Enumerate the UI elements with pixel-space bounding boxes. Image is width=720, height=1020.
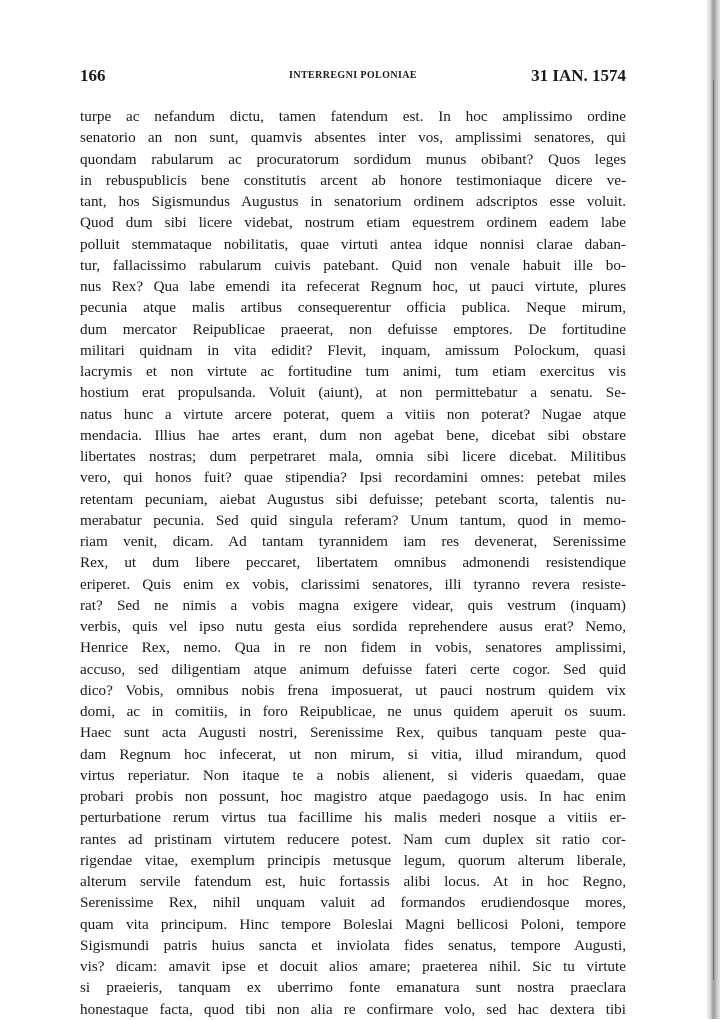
- text-line: rantes ad pristinam virtutem reducere potest. Nam cum duplex sit ratio cor-: [80, 830, 626, 848]
- text-line: senatorio an non sunt, quamvis absentes inter vos, amplissimi senatores, qui: [80, 129, 626, 147]
- text-line: in rebuspublicis bene constitutis arcent ab honore testimoniaque dicere ve-: [80, 171, 626, 189]
- text-line: Rex, ut dum libere peccaret, libertatem omnibus admonendi resistendique: [80, 554, 626, 572]
- text-line: merabatur pecunia. Sed quid singula referam? Unum tantum, quod in memo-: [80, 511, 626, 529]
- page-number: 166: [80, 66, 106, 85]
- text-line: turpe ac nefandum dictu, tamen fatendum est. In hoc amplissimo ordine: [80, 108, 626, 125]
- text-line: dam Regnum hoc infecerat, ut non mirum, si vitia, illud mirandum, quod: [80, 745, 626, 763]
- text-line: natus hunc a virtute arcere poterat, quem a vitiis non poterat? Nugae atque: [80, 405, 626, 423]
- text-line: pecunia atque malis artibus consequerentur officia publica. Neque mirum,: [80, 299, 626, 317]
- page-header: [80, 66, 626, 90]
- text-line: quondam rabularum ac procuratorum sordidum munus obibant? Quos leges: [80, 150, 626, 168]
- text-line: honestaque facta, quod tibi non alia re confirmare volo, sed hac dextera tibi: [80, 1000, 626, 1018]
- text-line: lacrymis et non virtute ac fortitudine tum animi, tum etiam exercitus vis: [80, 363, 626, 380]
- body-text: [80, 106, 626, 1020]
- text-line: probari probis non possunt, hoc magistro atque paedagogo usis. In hac enim: [80, 788, 626, 805]
- text-line: retentam pecuniam, aiebat Augustus sibi defuisse; petebant scorta, talentis nu-: [80, 490, 626, 508]
- text-line: accuso, sed diligentiam atque animum defuisse fateri certe cogor. Sed quid: [80, 660, 626, 678]
- text-line: domi, ac in comitiis, in foro Reipublicae, ne unus quidem aperuit os suum.: [80, 703, 626, 720]
- text-line: tur, fallacissimo rabularum cuivis patebant. Quid non venale habuit ille bo-: [80, 256, 626, 274]
- header-date: 31 IAN. 1574: [531, 66, 626, 85]
- running-title: INTERREGNI POLONIAE: [289, 70, 417, 81]
- text-line: dico? Vobis, omnibus nobis frena imposuerat, ut pauci nostrum quidem vix: [80, 681, 626, 699]
- text-line: virtus reperiatur. Non itaque te a nobis alienent, si videris quaedam, quae: [80, 766, 626, 784]
- text-line: militari quidnam in vita edidit? Flevit, inquam, amissum Polockum, quasi: [80, 341, 626, 359]
- text-line: mendacia. Illius hae artes erant, dum non agebat bene, dicebat sibi obstare: [80, 426, 626, 444]
- text-line: verbis, quis vel ipso nutu gesta eius sordida reprehendere ausus erat? Nemo,: [80, 618, 626, 635]
- text-line: hostium erat propulsanda. Voluit (aiunt), at non permittebatur a senatu. Se-: [80, 384, 626, 402]
- text-line: riam venit, dicam. Ad tantam tyrannidem iam res devenerat, Serenissime: [80, 533, 626, 550]
- text-line: Serenissime Rex, nihil unquam valuit ad formandos erudiendosque mores,: [80, 894, 626, 912]
- text-line: rigendae vitae, exemplum principis metusque legum, quorum alterum liberale,: [80, 851, 626, 869]
- text-line: rat? Sed ne nimis a vobis magna exigere videar, quis vestrum (inquam): [80, 596, 626, 614]
- text-line: Henrice Rex, nemo. Qua in re non fidem in vobis, senatores amplissimi,: [80, 639, 626, 657]
- text-line: si praeieris, tanquam ex uberrimo fonte emanatura sunt nostra praeclara: [80, 979, 626, 997]
- page-edge-line: [713, 80, 714, 980]
- text-line: eriperet. Quis enim ex vobis, clarissimi senatores, illi tyranno revera resiste-: [80, 575, 626, 593]
- text-line: vero, qui honos fuit? quae stipendia? Ipsi recordamini omnes: petebat miles: [80, 469, 626, 487]
- text-line: dum mercator Reipublicae praeerat, non defuisse emptores. De fortitudine: [80, 320, 626, 338]
- text-line: vis? dicam: amavit ipse et docuit alios amare; praeterea nihil. Sic tu virtute: [80, 958, 626, 975]
- text-line: alterum servile fatendum est, huic fortassis alibi locus. At in hoc Regno,: [80, 873, 626, 890]
- text-line: perturbatione rerum virtus tua facillime his malis mederi nosque a vitiis er-: [80, 809, 626, 827]
- text-line: libertates nostras; dum perpetraret mala, omnia sibi licere dicebat. Militibus: [80, 448, 626, 465]
- text-line: polluit stemmataque nobilitatis, quae virtuti antea idque nonnisi clarae daban-: [80, 235, 626, 253]
- text-line: Haec sunt acta Augusti nostri, Serenissime Rex, quibus tanquam peste qua-: [80, 724, 626, 742]
- text-line: nus Rex? Qua labe emendi ita refecerat Regnum hoc, ut pauci virtute, plures: [80, 278, 626, 295]
- text-line: quam vita principum. Hinc tempore Boleslai Magni bellicosi Poloni, tempore: [80, 915, 626, 933]
- text-line: Sigismundi patris huius sancta et inviolata fides senatus, tempore Augusti,: [80, 936, 626, 954]
- text-line: tant, hos Sigismundus Augustus in senatorium ordinem adscriptos esse voluit.: [80, 193, 626, 210]
- text-line: Quod dum sibi licere videbat, nostrum etiam equestrem ordinem eadem labe: [80, 214, 626, 232]
